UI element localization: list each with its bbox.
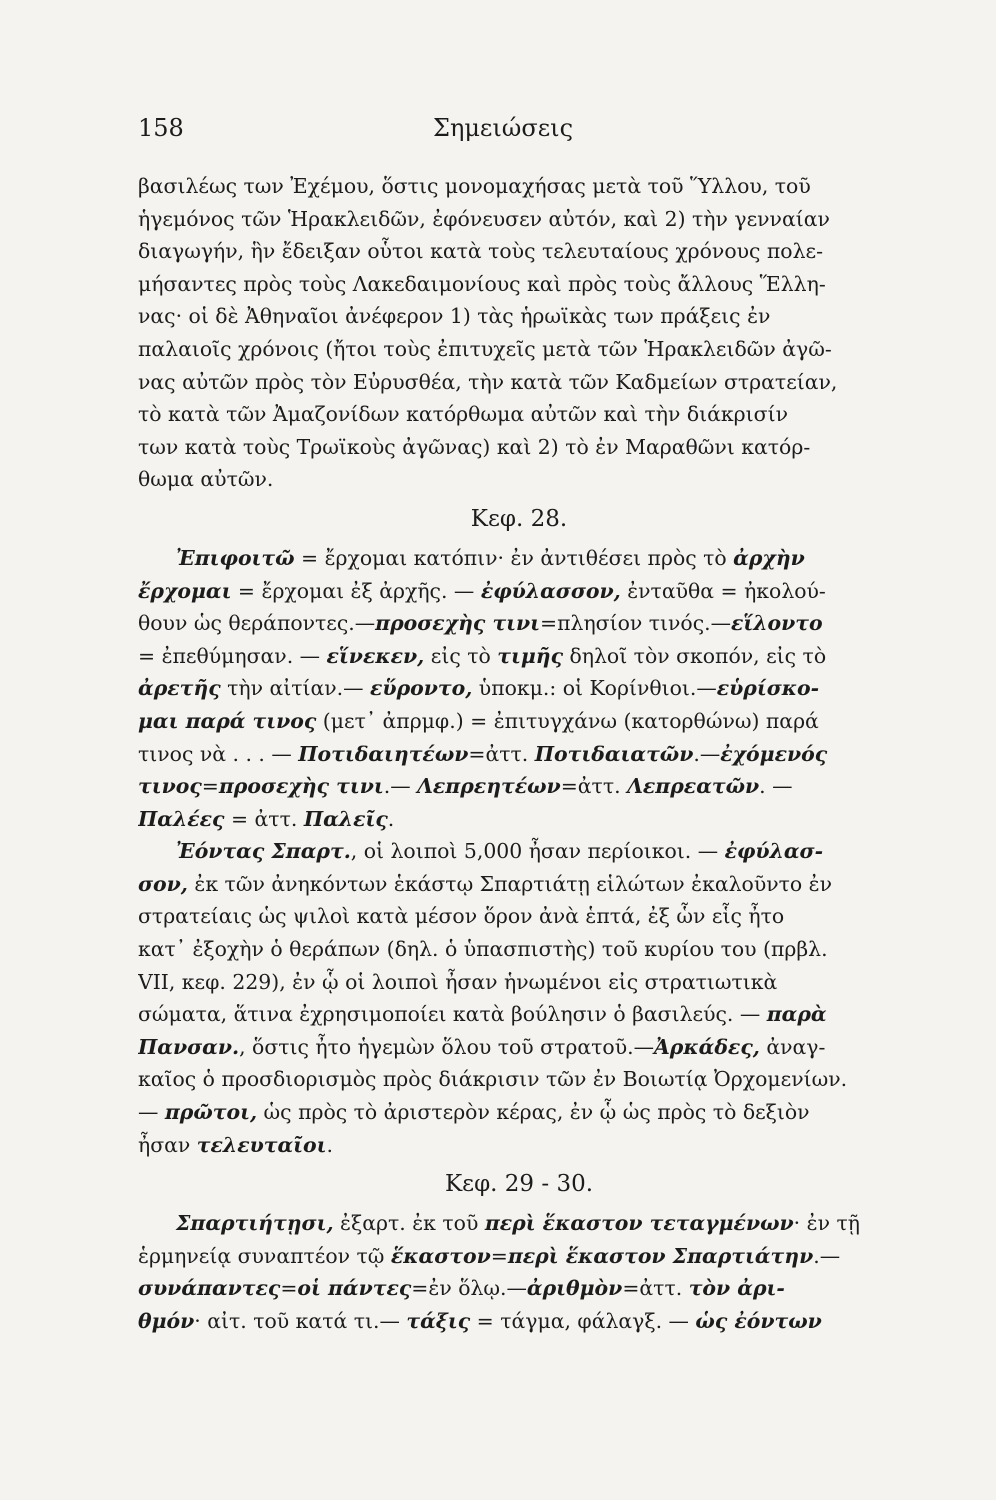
text-run: =ἀττ. [622,1276,689,1301]
bold-term: περὶ ἕκαστον Σπαρτιάτην [507,1243,814,1268]
text-run: = [280,1276,298,1301]
text-run: ἀναγ- [759,1034,826,1059]
text-run: .— [813,1243,841,1268]
bold-term: ἀριθμὸν [526,1276,623,1301]
text-line [138,333,900,366]
text-line [138,170,900,203]
text-run: κατ᾽ ἐξοχὴν ὁ θεράπων (δηλ. ὁ ὑπασπιστὴς) τοῦ κυρίου του (πρβλ. [138,937,828,962]
text-line [138,575,900,608]
bold-term: ἐχόμενός [720,741,828,766]
bold-term: ἐφύλασ- [724,839,824,864]
text-line [138,366,900,399]
text-run: τινος νὰ . . . — [138,741,299,766]
paragraph-4 [138,1207,900,1337]
bold-term: Παλεῖς [303,806,388,831]
bold-term: τὸν ἀρι- [688,1276,785,1301]
text-run: (μετ᾽ ἀπρμφ.) = ἐπιτυγχάνω (κατορθώνω) παρά [316,708,819,733]
text-run: · ἐν τῇ [793,1211,860,1236]
text-line [138,998,900,1031]
text-run: VII, κεφ. 229), ἐν ᾧ οἱ λοιποὶ ἦσαν ἡνωμένοι εἰς στρατιωτικὰ [138,969,778,994]
text-run: = ἀττ. [224,806,304,831]
paragraph-3 [138,835,900,1161]
text-run: = ἔρχομαι κατόπιν· ἐν ἀντιθέσει πρὸς τὸ [294,545,734,570]
text-run: = [201,774,219,799]
paragraph-2 [138,542,900,835]
text-run: =ἀττ. [468,741,535,766]
bold-term: ἀρετῆς [138,676,221,701]
text-line [138,1272,900,1305]
text-run: εἰς τὸ [424,643,498,668]
text-run: , οἱ λοιποὶ 5,000 ἦσαν περίοικοι. — [350,839,725,864]
text-line [138,705,900,738]
text-run: ἐξαρτ. ἐκ τοῦ [333,1211,485,1236]
text-line [138,738,900,771]
text-run: στρατείαις ὡς ψιλοὶ κατὰ μέσον ὅρον ἀνὰ ἑπτά, ἐξ ὧν εἷς ἦτο [138,904,785,929]
text-run: = τάγμα, φάλαγξ. — [470,1309,696,1333]
bold-term: Λεπρεητέων [417,774,561,799]
text-run: =ἀττ. [560,774,628,799]
text-run: τὸ κατὰ τῶν Ἀμαζονίδων κατόρθωμα αὐτῶν καὶ τὴν διάκρισίν [138,402,788,427]
text-line [138,607,900,640]
bold-term: εὕροντο, [370,676,473,701]
text-line [138,1096,900,1129]
bold-term: τιμῆς [497,643,564,668]
bold-term: τάξις [406,1309,471,1333]
bold-term: Ποτιδαιατῶν [534,741,694,766]
chapter-heading-29-30: Κεφ. 29 - 30. [444,1171,594,1198]
bold-term: θμόν [138,1309,195,1333]
text-line [138,966,900,999]
bold-term: παρὰ [766,1002,827,1027]
bold-term: ὡς ἐόντων [695,1309,822,1333]
text-run: , ὅστις ἦτο ἡγεμὼν ὅλου τοῦ στρατοῦ.— [239,1034,654,1059]
bold-term: εἵλοντο [730,611,823,636]
text-run: ἦσαν [138,1132,197,1157]
text-line [138,203,900,236]
page-header [138,114,868,154]
text-line [138,803,900,836]
text-line [138,300,900,333]
bold-term: οἱ πάντες [297,1276,412,1301]
text-line [138,1031,900,1064]
bold-term: εὑρίσκο- [716,676,820,701]
bold-term: Λεπρεατῶν [627,774,760,799]
text-run: . [387,806,395,831]
bold-term: περὶ ἕκαστον τεταγμένων [484,1211,794,1236]
bold-term: εἵνεκεν, [326,643,425,668]
text-run: μήσαντες πρὸς τοὺς Λακεδαιμονίους καὶ πρὸς τοὺς ἄλλους Ἕλλη- [138,271,826,296]
bold-term: τελευταῖοι [196,1132,327,1157]
bold-term: Παλέες [138,806,225,831]
text-run: βασιλέως των Ἐχέμου, ὅστις μονομαχήσας μετὰ τοῦ Ὕλλου, τοῦ [138,174,811,198]
text-run: — [138,1100,165,1125]
bold-term: Πανσαν. [138,1034,240,1059]
bold-term: Ἀρκάδες, [653,1034,760,1059]
text-run: = ἔρχομαι ἐξ ἀρχῆς. — [231,578,481,603]
running-title: Σημειώσεις [432,114,574,142]
text-run: σώματα, ἅτινα ἐχρησιμοποίει κατὰ βούλησιν ὁ βασιλεύς. — [138,1002,767,1027]
text-line [138,672,900,705]
text-line [138,235,900,268]
bold-term: μαι παρά τινος [138,708,317,733]
text-run: =πλησίον τινός.— [540,611,731,636]
text-line [138,1240,900,1273]
bold-term: ἕκαστον [390,1243,491,1268]
text-run: παλαιοῖς χρόνοις (ἤτοι τοὺς ἐπιτυχεῖς μετὰ τῶν Ἡρακλειδῶν ἀγῶ- [138,336,832,361]
text-line [138,463,900,496]
text-run: διαγωγήν, ἣν ἔδειξαν οὗτοι κατὰ τοὺς τελευταίους χρόνους πολε- [138,239,823,264]
bold-term: σον, [138,871,188,896]
text-line [138,1305,900,1338]
text-run: . — [759,774,793,799]
page-text [138,170,900,1338]
chapter-heading-28: Κεφ. 28. [470,505,568,532]
text-run: = ἐπεθύμησαν. — [138,643,327,668]
bold-term: Ποτιδαιητέων [298,741,469,766]
text-line [138,640,900,673]
text-run: δηλοῖ τὸν σκοπόν, εἰς τὸ [563,643,827,668]
text-line [138,868,900,901]
text-run: θουν ὡς θεράποντες.— [138,611,376,636]
text-line [138,900,900,933]
text-line [138,933,900,966]
text-run: ἡγεμόνος τῶν Ἡρακλειδῶν, ἐφόνευσεν αὐτόν, καὶ 2) τὴν γενναίαν [138,206,830,231]
bold-term: ἀρχὴν [733,545,805,570]
text-line [138,431,900,464]
bold-term: Ἐπιφοιτῶ [176,545,295,570]
bold-term: ἐφύλασσον, [480,578,621,603]
bold-term: τινος [138,774,202,799]
bold-term: Σπαρτιήτῃσι, [176,1211,334,1236]
text-line [138,398,900,431]
text-line [138,835,900,868]
text-run: τὴν αἰτίαν.— [220,676,371,701]
bold-term: Ἐόντας Σπαρτ. [176,839,351,864]
text-run: των κατὰ τοὺς Τρωϊκοὺς ἀγῶνας) καὶ 2) τὸ ἐν Μαραθῶνι κατόρ- [138,434,811,459]
text-run: .— [383,774,418,799]
text-line [138,268,900,301]
text-line [138,1063,900,1096]
text-run: θωμα αὐτῶν. [138,467,274,492]
text-run: .— [693,741,721,766]
bold-term: ἔρχομαι [138,578,232,603]
text-line [138,1129,900,1162]
bold-term: προσεχὴς τινι [375,611,541,636]
text-run: νας· οἱ δὲ Ἀθηναῖοι ἀνέφερον 1) τὰς ἡρωϊκὰς των πράξεις ἐν [138,304,771,329]
text-run: νας αὐτῶν πρὸς τὸν Εὐρυσθέα, τὴν κατὰ τῶν Καδμείων στρατείαν, [138,369,838,394]
text-run: = [490,1243,508,1268]
text-run: ὡς πρὸς τὸ ἀριστερὸν κέρας, ἐν ᾧ ὡς πρὸς τὸ δεξιὸν [257,1100,810,1125]
text-run: ὑποκμ.: οἱ Κορίνθιοι.— [472,676,717,701]
bold-term: συνάπαντες [138,1276,281,1301]
text-line [138,770,900,803]
text-run: ἑρμηνείᾳ συναπτέον τῷ [138,1243,391,1268]
bold-term: προσεχὴς τινι [218,774,384,799]
text-run: =ἐν ὅλῳ.— [411,1276,527,1301]
bold-term: πρῶτοι, [164,1100,258,1125]
paragraph-1 [138,170,900,496]
text-run: . [326,1132,333,1157]
text-run: ἐνταῦθα = ἠκολού- [620,578,826,603]
text-run: ἐκ τῶν ἀνηκόντων ἑκάστῳ Σπαρτιάτῃ εἱλώτων ἐκαλοῦντο ἐν [187,871,832,896]
text-run: · αἰτ. τοῦ κατά τι.— [194,1309,407,1333]
text-line [138,542,900,575]
text-run: καῖος ὁ προσδιορισμὸς πρὸς διάκρισιν τῶν ἐν Βοιωτίᾳ Ὀρχομενίων. [138,1067,848,1092]
text-line [138,1207,900,1240]
page-number: 158 [138,114,184,142]
